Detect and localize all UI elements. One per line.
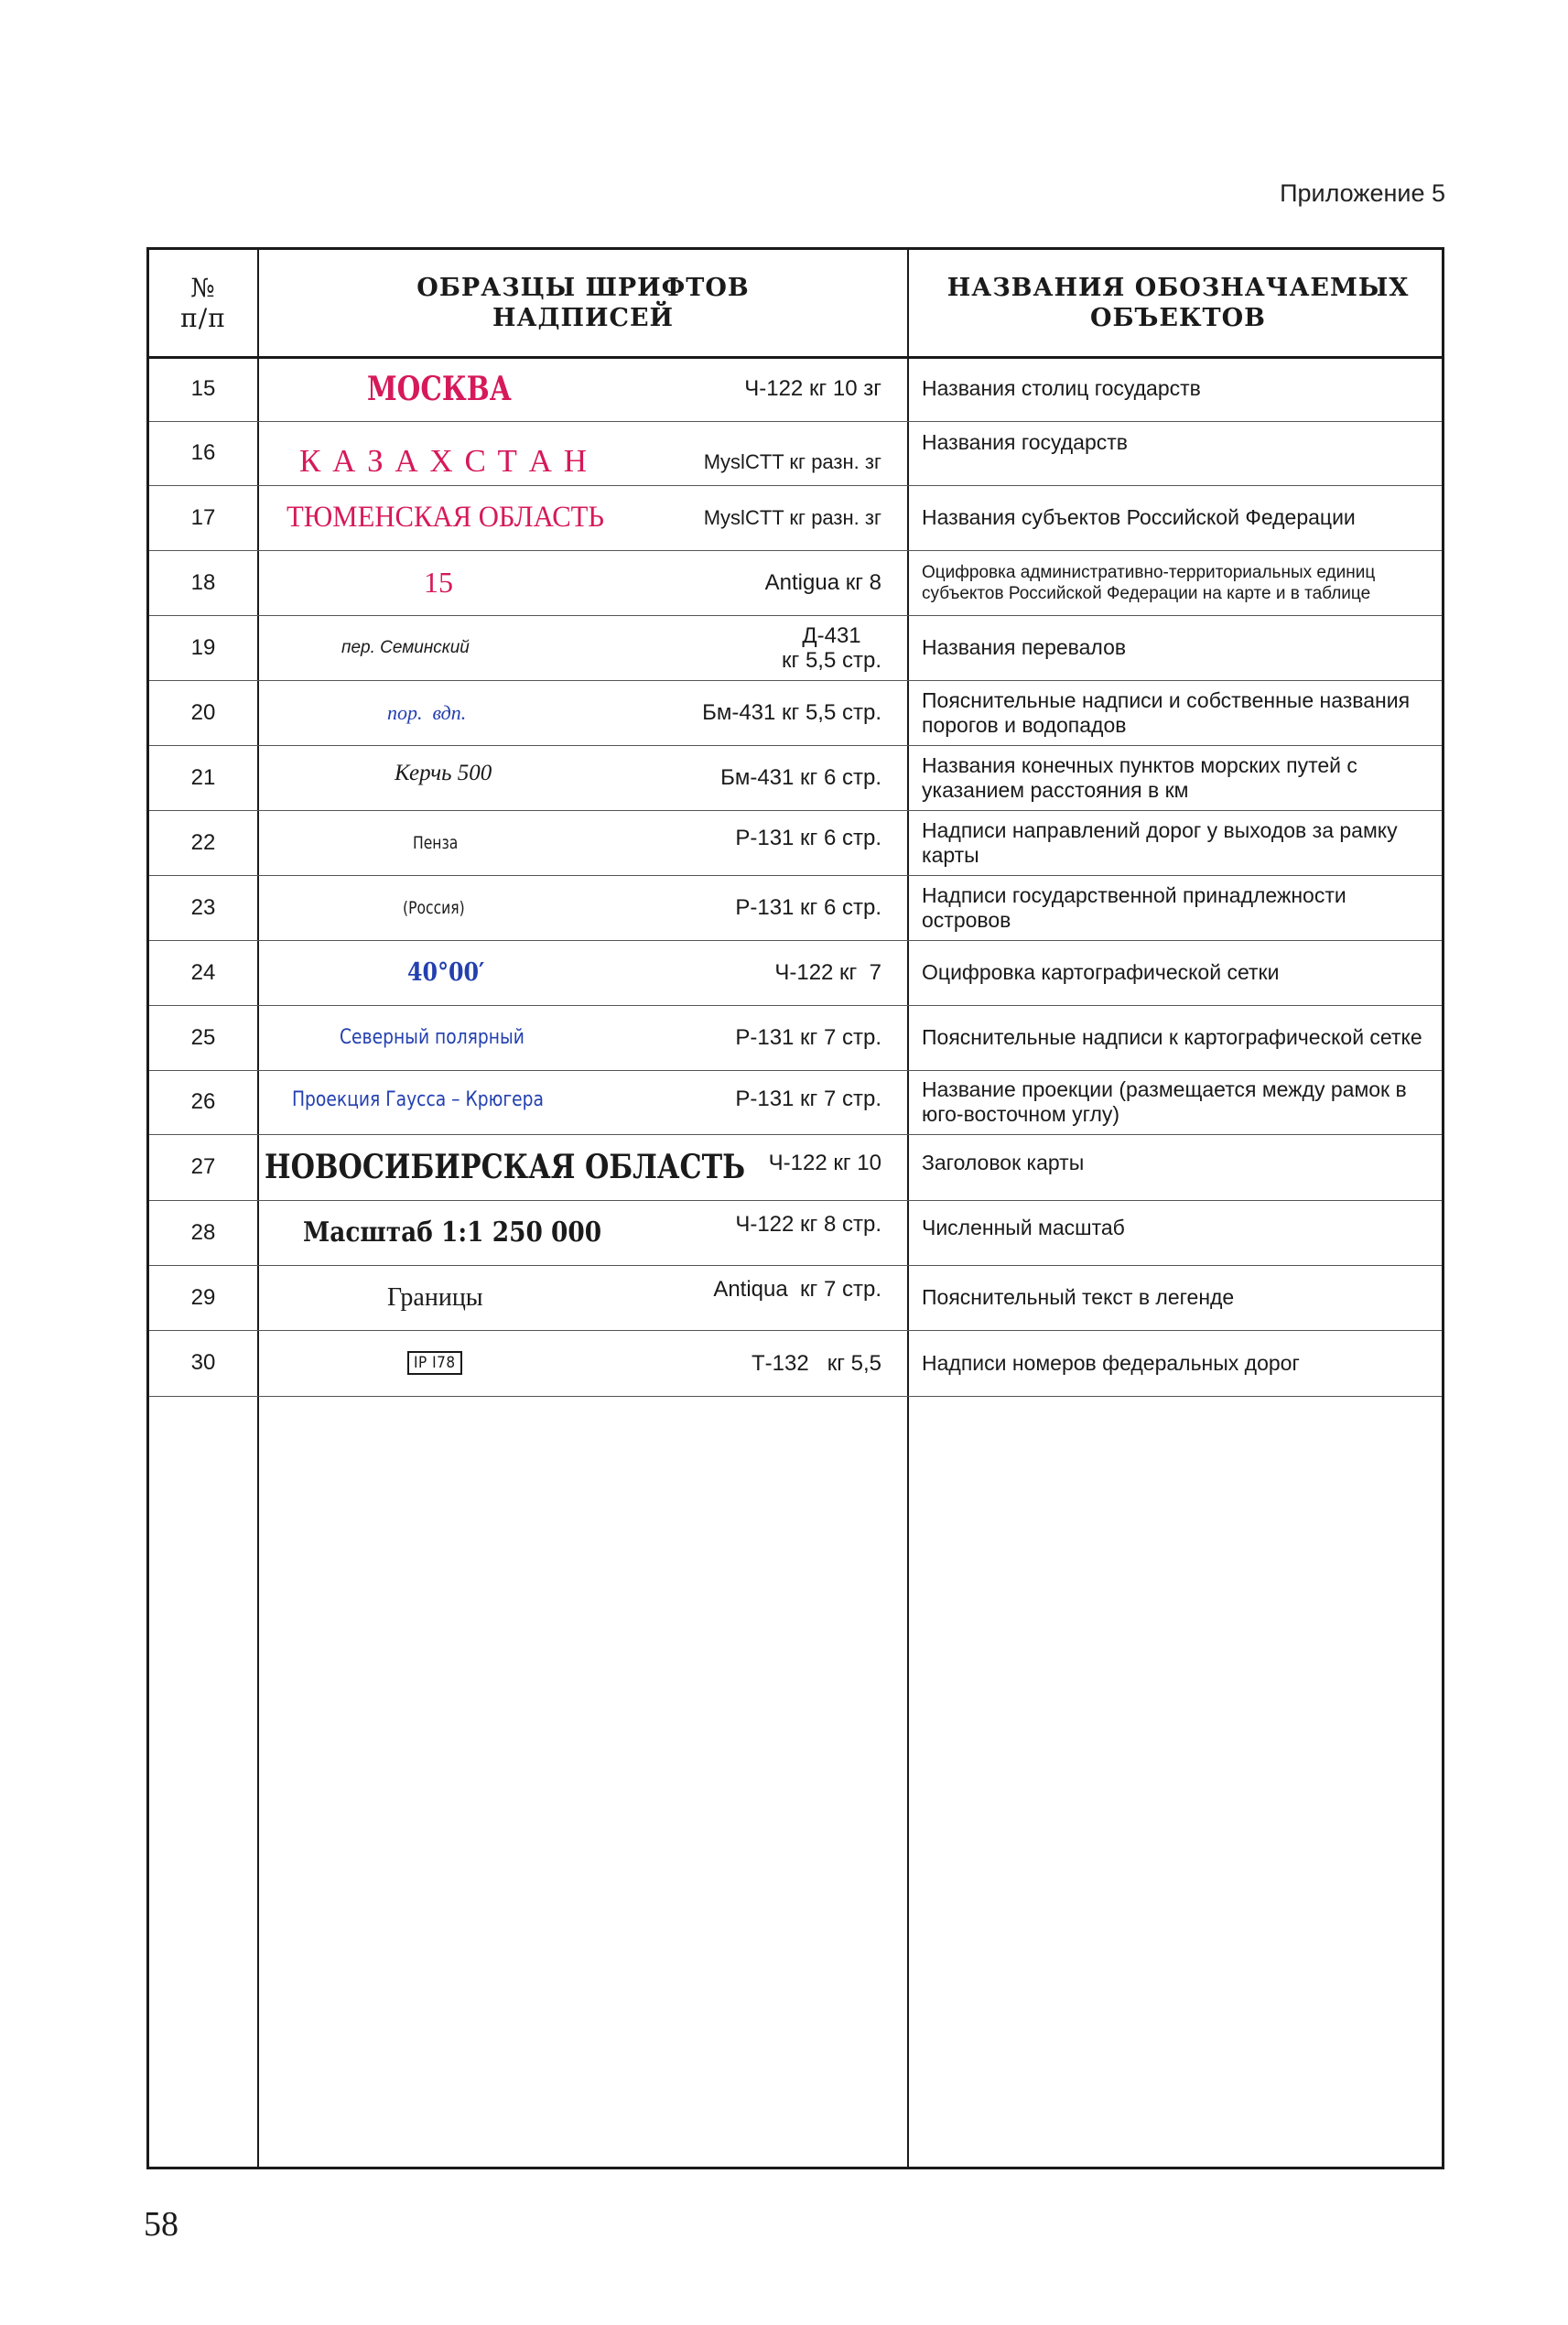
- object-name: Заголовок карты: [922, 1150, 1085, 1174]
- font-sample: Северный полярный: [340, 1026, 524, 1049]
- font-sample: 15: [424, 566, 453, 599]
- table-row: [149, 1330, 1442, 1397]
- object-name: Надписи государственной принадлежности островов: [922, 882, 1346, 932]
- row-number: 27: [190, 1154, 216, 1179]
- page-number: 58: [144, 2205, 178, 2244]
- object-name: Название проекции (размещается между рамок в юго-восточном углу): [922, 1077, 1407, 1126]
- font-sample: пер. Семинский: [341, 637, 470, 657]
- table-row: [149, 421, 1442, 486]
- font-sample: пор. вдп.: [387, 700, 467, 724]
- font-sample: Пенза: [413, 832, 459, 853]
- table-row: [149, 680, 1442, 746]
- font-spec: MyslCTT кг разн. зг: [703, 506, 881, 529]
- font-spec: Бм-431 кг 6 стр.: [720, 765, 881, 790]
- row-number: 29: [190, 1284, 216, 1310]
- font-spec: Д-431 кг 5,5 стр.: [782, 622, 881, 673]
- table-row: [149, 1265, 1442, 1331]
- object-name: Пояснительный текст в легенде: [922, 1285, 1235, 1309]
- row-number: 21: [190, 764, 216, 790]
- sample-cell: [259, 550, 907, 615]
- object-name: Численный масштаб: [922, 1216, 1125, 1239]
- table-row: [149, 875, 1442, 941]
- appendix-label: Приложение 5: [1280, 179, 1445, 207]
- font-sample: 40°00′: [407, 958, 485, 987]
- object-name: Названия столиц государств: [922, 376, 1201, 400]
- sample-cell: [259, 485, 907, 550]
- font-spec: Ч-122 кг 10 зг: [744, 376, 881, 401]
- fonts-table: [146, 247, 1444, 2169]
- row-number: 18: [190, 569, 216, 595]
- font-spec: Antigua кг 8: [764, 570, 881, 595]
- font-spec: Р-131 кг 7 стр.: [735, 1025, 881, 1050]
- table-row: [149, 615, 1442, 681]
- row-number: 22: [190, 829, 216, 855]
- row-number: 25: [190, 1024, 216, 1050]
- row-number: 17: [190, 504, 216, 530]
- font-sample: К А З А Х С Т А Н: [299, 443, 589, 479]
- header-object-names: [909, 250, 1447, 356]
- font-spec: Ч-122 кг 7: [774, 960, 881, 985]
- font-sample: Границы: [387, 1282, 483, 1312]
- font-spec: Т-132 кг 5,5: [752, 1350, 881, 1376]
- row-number: 26: [190, 1089, 216, 1114]
- sample-cell: [259, 615, 907, 680]
- header-object-names-text: НАЗВАНИЯ ОБОЗНАЧАЕМЫХ ОБЪЕКТОВ: [946, 274, 1410, 332]
- sample-cell: [259, 421, 907, 485]
- table-row: [149, 1134, 1442, 1201]
- sample-cell: [259, 680, 907, 745]
- font-spec: MyslCTT кг разн. зг: [703, 449, 881, 473]
- table-row: [149, 550, 1442, 616]
- object-name: Пояснительные надписи к картографической сетке: [922, 1025, 1422, 1049]
- font-spec: Р-131 кг 6 стр.: [735, 895, 881, 920]
- font-sample: (Россия): [403, 897, 465, 918]
- font-spec: Ч-122 кг 8 стр.: [735, 1212, 881, 1237]
- font-spec: Р-131 кг 7 стр.: [735, 1086, 881, 1111]
- row-number: 19: [190, 634, 216, 660]
- row-number: 20: [190, 699, 216, 725]
- font-sample: НОВОСИБИРСКАЯ ОБЛАСТЬ: [265, 1148, 746, 1186]
- row-number: 28: [190, 1219, 216, 1245]
- object-name: Названия государств: [922, 429, 1129, 454]
- row-number: 16: [190, 440, 216, 465]
- font-sample: Масштаб 1:1 250 000: [303, 1217, 602, 1249]
- sample-cell: [259, 1330, 907, 1396]
- header-number-text: № п/п: [180, 273, 226, 333]
- header-font-samples-text: ОБРАЗЦЫ ШРИФТОВ НАДПИСЕЙ: [416, 274, 750, 332]
- object-name: Оцифровка административно-территориальных единиц субъектов Российской Федерации на карте и в таблице: [922, 562, 1376, 603]
- sample-cell: [259, 810, 907, 875]
- sample-cell: [259, 1265, 907, 1330]
- row-number: 23: [190, 894, 216, 920]
- font-sample: Керчь 500: [395, 760, 492, 785]
- sample-cell: [259, 1070, 907, 1134]
- object-name: Пояснительные надписи и собственные названия порогов и водопадов: [922, 687, 1411, 737]
- object-name: Названия конечных пунктов морских путей с указанием расстояния в км: [922, 752, 1357, 802]
- font-sample: ТЮМЕНСКАЯ ОБЛАСТЬ: [287, 501, 605, 534]
- object-name: Надписи номеров федеральных дорог: [922, 1350, 1300, 1375]
- font-spec: Бм-431 кг 5,5 стр.: [702, 700, 881, 725]
- sample-cell: [259, 1200, 907, 1265]
- header-font-samples: [259, 250, 907, 356]
- sample-cell: [259, 745, 907, 810]
- federal-road-badge: [407, 1330, 462, 1396]
- table-row: [149, 485, 1442, 551]
- font-spec: Antiqua кг 7 стр.: [713, 1277, 881, 1302]
- font-sample: Проекция Гаусса – Крюгера: [292, 1087, 544, 1111]
- row-number: 30: [190, 1350, 216, 1375]
- object-name: Оцифровка картографической сетки: [922, 960, 1280, 984]
- sample-cell: [259, 1134, 907, 1200]
- table-row: [149, 1005, 1442, 1071]
- header-number: [149, 250, 257, 356]
- row-number: 15: [190, 375, 216, 401]
- font-spec: Р-131 кг 6 стр.: [735, 826, 881, 850]
- table-header: [149, 250, 1442, 359]
- font-spec: Ч-122 кг 10: [768, 1150, 881, 1175]
- sample-cell: [259, 875, 907, 940]
- table-row: [149, 1070, 1442, 1135]
- table-row: [149, 940, 1442, 1006]
- table-row: [149, 1200, 1442, 1266]
- font-sample: МОСКВА: [367, 369, 512, 408]
- sample-cell: [259, 1005, 907, 1070]
- table-row: [149, 356, 1442, 422]
- object-name: Названия субъектов Российской Федерации: [922, 505, 1356, 529]
- table-row: [149, 745, 1442, 811]
- object-name: Названия перевалов: [922, 635, 1127, 659]
- table-row: [149, 810, 1442, 876]
- object-name: Надписи направлений дорог у выходов за рамку карты: [922, 817, 1398, 867]
- sample-cell: [259, 940, 907, 1005]
- row-number: 24: [190, 959, 216, 985]
- font-sample: IP I78: [407, 1351, 462, 1375]
- sample-cell: [259, 356, 907, 421]
